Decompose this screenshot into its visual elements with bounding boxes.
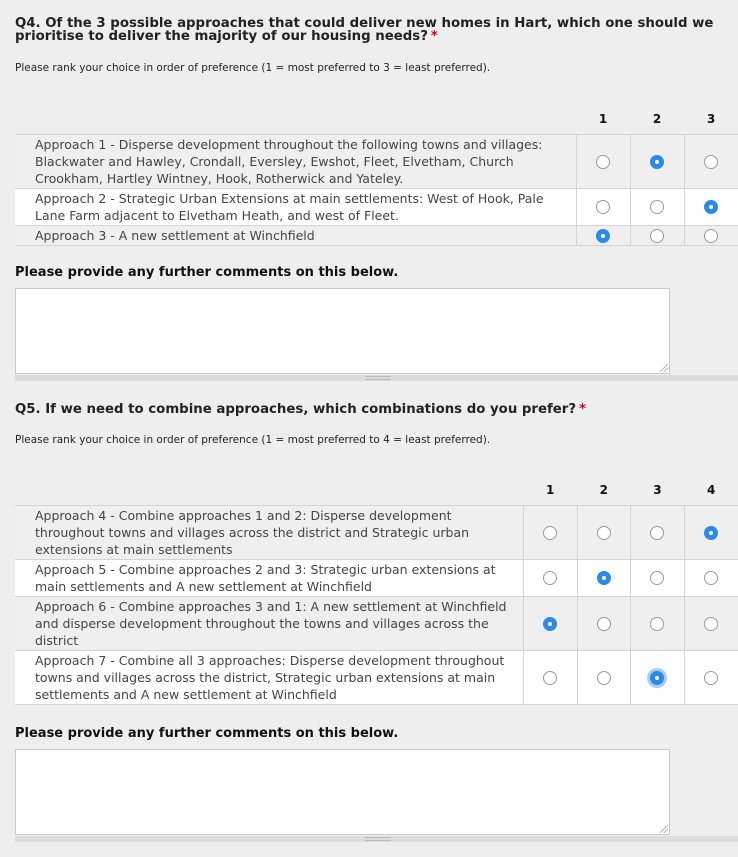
- q5-rank-cell[interactable]: [523, 505, 577, 559]
- required-mark: *: [430, 29, 438, 44]
- q4-grid-corner: [15, 104, 576, 134]
- rank-radio-selected[interactable]: [650, 671, 664, 685]
- rank-radio[interactable]: [704, 229, 718, 243]
- q4-rank-cell[interactable]: [576, 188, 630, 225]
- rank-radio[interactable]: [704, 571, 718, 585]
- rank-radio[interactable]: [704, 671, 718, 685]
- rank-radio[interactable]: [543, 571, 557, 585]
- q5-title: [15, 403, 715, 416]
- q5-rank-cell[interactable]: [523, 596, 577, 650]
- q5-rank-cell[interactable]: [523, 559, 577, 596]
- q5-rank-cell[interactable]: [631, 596, 685, 650]
- q5-rank-cell[interactable]: [684, 596, 738, 650]
- rank-radio[interactable]: [543, 526, 557, 540]
- q4-row: [15, 225, 738, 245]
- rank-radio[interactable]: [650, 571, 664, 585]
- q4-col-header: 3: [684, 104, 738, 134]
- q4-rank-cell[interactable]: [684, 225, 738, 245]
- q4-row-label: Approach 2 - Strategic Urban Extensions at main settlements: West of Hook, Pale Lane Farm adjacent to Elvetham Heath, and west of Fleet.: [15, 188, 576, 225]
- q5-rank-cell[interactable]: [577, 596, 631, 650]
- q5-rank-cell[interactable]: [684, 650, 738, 704]
- rank-radio-selected[interactable]: [597, 571, 611, 585]
- q5-rank-cell[interactable]: [684, 505, 738, 559]
- required-mark: *: [579, 402, 587, 417]
- q4-row: [15, 188, 738, 225]
- q5-rank-cell[interactable]: [523, 650, 577, 704]
- rank-radio-selected[interactable]: [543, 617, 557, 631]
- q5-row: [15, 505, 738, 559]
- q5-row: [15, 650, 738, 704]
- q5-row-label: Approach 5 - Combine approaches 2 and 3: Strategic urban extensions at main settlements and A new settlement at Winchfield: [15, 559, 523, 596]
- q5-rank-cell[interactable]: [631, 650, 685, 704]
- rank-radio-selected[interactable]: [704, 526, 718, 540]
- rank-radio-selected[interactable]: [596, 229, 610, 243]
- drag-handle-icon: [365, 837, 391, 841]
- q5-row: [15, 559, 738, 596]
- q4-col-header: 1: [576, 104, 630, 134]
- rank-radio[interactable]: [597, 671, 611, 685]
- resize-grip-icon[interactable]: [660, 825, 668, 833]
- q5-rank-cell[interactable]: [577, 505, 631, 559]
- q4-rank-cell[interactable]: [684, 188, 738, 225]
- section-divider: [15, 375, 738, 381]
- q4-col-header: 2: [630, 104, 684, 134]
- q4-rank-cell[interactable]: [576, 134, 630, 188]
- resize-grip-icon[interactable]: [660, 364, 668, 372]
- rank-radio[interactable]: [650, 200, 664, 214]
- rank-radio[interactable]: [650, 229, 664, 243]
- rank-radio[interactable]: [597, 617, 611, 631]
- q5-col-header: 4: [684, 475, 738, 505]
- q5-rank-cell[interactable]: [684, 559, 738, 596]
- rank-radio-selected[interactable]: [650, 155, 664, 169]
- rank-radio[interactable]: [597, 526, 611, 540]
- q5-col-header: 1: [523, 475, 577, 505]
- q5-row: [15, 596, 738, 650]
- q4-ranking-grid: [15, 104, 738, 246]
- q4-title: [15, 17, 715, 43]
- q4-comments-label: Please provide any further comments on this below.: [15, 265, 399, 280]
- q4-rank-cell[interactable]: [630, 188, 684, 225]
- drag-handle-icon: [365, 376, 391, 380]
- q5-row-label: Approach 6 - Combine approaches 3 and 1: A new settlement at Winchfield and disperse development throughout the towns and villages across the district: [15, 596, 523, 650]
- q5-row-label: Approach 4 - Combine approaches 1 and 2: Disperse development throughout towns and villages across the district and Strategic urban extensions at main settlements: [15, 505, 523, 559]
- q5-ranking-grid: [15, 475, 738, 705]
- q5-col-header: 3: [631, 475, 685, 505]
- rank-radio-selected[interactable]: [704, 200, 718, 214]
- q5-col-header: 2: [577, 475, 631, 505]
- rank-radio[interactable]: [596, 200, 610, 214]
- q4-row: [15, 134, 738, 188]
- q4-title-text: Q4. Of the 3 possible approaches that could deliver new homes in Hart, which one should we prioritise to deliver the majority of our housing needs?: [15, 16, 714, 44]
- section-divider: [15, 836, 738, 842]
- q4-row-label: Approach 1 - Disperse development throughout the following towns and villages: Blackwater and Hawley, Crondall, Eversley, Ewshot, Fleet, Elvetham, Church Crookham, Hartley Wintney, Hook, Rotherwick and Yateley.: [15, 134, 576, 188]
- rank-radio[interactable]: [650, 617, 664, 631]
- rank-radio[interactable]: [650, 526, 664, 540]
- q5-grid-corner: [15, 475, 523, 505]
- rank-radio[interactable]: [596, 155, 610, 169]
- q5-comments-label: Please provide any further comments on this below.: [15, 726, 399, 741]
- rank-radio[interactable]: [704, 155, 718, 169]
- q5-row-label: Approach 7 - Combine all 3 approaches: Disperse development throughout towns and villages across the district, Strategic urban extensions at main settlements and A new settlement at Winchfield: [15, 650, 523, 704]
- q4-row-label: Approach 3 - A new settlement at Winchfield: [15, 225, 576, 245]
- rank-radio[interactable]: [543, 671, 557, 685]
- q5-rank-cell[interactable]: [577, 650, 631, 704]
- q5-rank-cell[interactable]: [631, 505, 685, 559]
- q5-instruction: Please rank your choice in order of preference (1 = most preferred to 4 = least preferred).: [15, 434, 491, 446]
- q4-comments-textarea[interactable]: [15, 288, 670, 374]
- q4-rank-cell[interactable]: [630, 225, 684, 245]
- rank-radio[interactable]: [704, 617, 718, 631]
- q4-rank-cell[interactable]: [630, 134, 684, 188]
- q5-rank-cell[interactable]: [577, 559, 631, 596]
- q4-rank-cell[interactable]: [684, 134, 738, 188]
- q5-comments-textarea[interactable]: [15, 749, 670, 835]
- q5-title-text: Q5. If we need to combine approaches, which combinations do you prefer?: [15, 402, 577, 417]
- q4-rank-cell[interactable]: [576, 225, 630, 245]
- q4-instruction: Please rank your choice in order of preference (1 = most preferred to 3 = least preferred).: [15, 62, 491, 74]
- q5-rank-cell[interactable]: [631, 559, 685, 596]
